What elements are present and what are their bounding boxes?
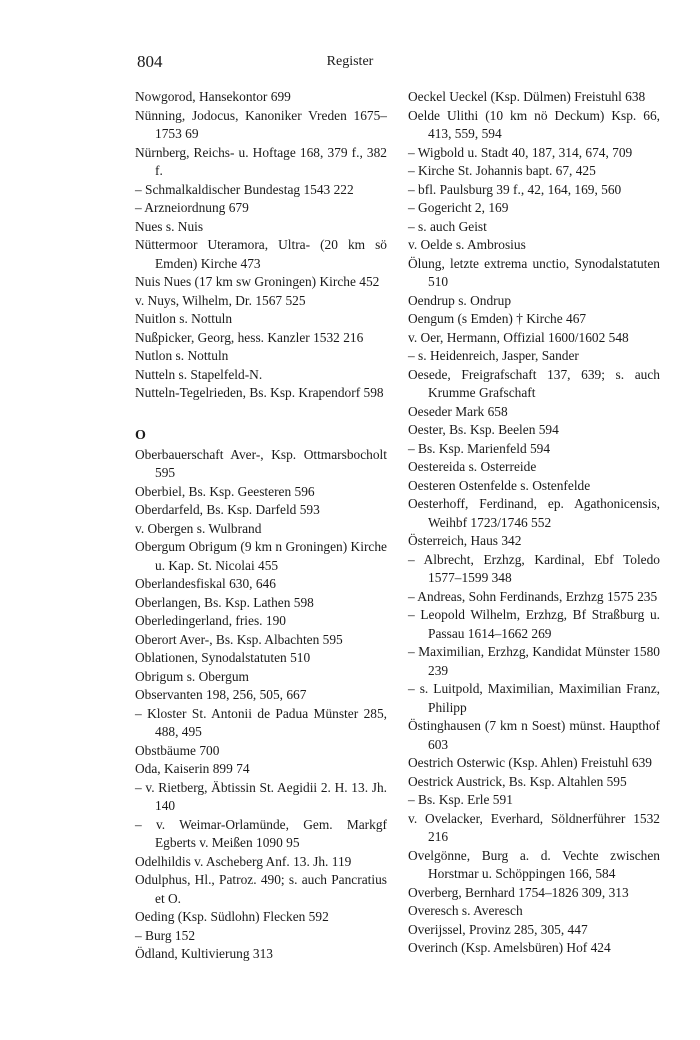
index-entry: v. Nuys, Wilhelm, Dr. 1567 525 xyxy=(135,292,306,308)
index-column-right xyxy=(408,88,660,958)
index-entry: Observanten 198, 256, 505, 667 xyxy=(135,687,307,702)
index-entry: Odelhildis v. Ascheberg Anf. 13. Jh. 119 xyxy=(135,853,352,869)
index-entry: – Albrecht, Erzhzg, Kardinal, Ebf Toledo 1577–1599 348 xyxy=(408,551,660,585)
index-entry: – s. Luitpold, Maximilian, Maximilian Franz, Philipp xyxy=(408,681,660,715)
index-entry: – bfl. Paulsburg 39 f., 42, 164, 169, 560 xyxy=(408,181,622,197)
index-entry: Oester, Bs. Ksp. Beelen 594 xyxy=(408,422,559,437)
index-entry: Nürnberg, Reichs- u. Hoftage 168, 379 f., 382 f. xyxy=(135,144,387,178)
index-entry: Overberg, Bernhard 1754–1826 309, 313 xyxy=(408,884,629,900)
running-head: Register xyxy=(326,54,374,69)
index-entry: Nutteln-Tegelrieden, Bs. Ksp. Krapendorf 598 xyxy=(135,385,384,400)
index-entry: v. Oer, Hermann, Offizial 1600/1602 548 xyxy=(408,329,629,345)
index-entry: – Bs. Ksp. Marienfeld 594 xyxy=(408,440,551,456)
index-entry: Nutlon s. Nottuln xyxy=(135,348,229,363)
index-entry: – Arzneiordnung 679 xyxy=(135,200,249,215)
index-entry: Ödland, Kultivierung 313 xyxy=(135,946,273,961)
index-entry: – Kloster St. Antonii de Padua Münster 285, 488, 495 xyxy=(135,705,387,739)
index-entry: Obstbäume 700 xyxy=(135,742,220,758)
index-entry: Oblationen, Synodalstatuten 510 xyxy=(135,650,311,665)
index-entry: Oeckel Ueckel (Ksp. Dülmen) Freistuhl 638 xyxy=(408,89,646,104)
index-entry: Oberledingerland, fries. 190 xyxy=(135,613,286,628)
index-entry: – Leopold Wilhelm, Erzhzg, Bf Straßburg u. Passau 1614–1662 269 xyxy=(408,607,660,641)
index-entry: Oestereida s. Osterreide xyxy=(408,459,537,474)
index-entry: Nuis Nues (17 km sw Groningen) Kirche 452 xyxy=(135,274,380,289)
index-entry: Oesede, Freigrafschaft 137, 639; s. auch Krumme Grafschaft xyxy=(408,366,660,400)
index-entry: Ovelgönne, Burg a. d. Vechte zwischen Horstmar u. Schöppingen 166, 584 xyxy=(408,847,660,881)
index-entry: Nußpicker, Georg, hess. Kanzler 1532 216 xyxy=(135,329,364,345)
index-entry: Nüttermoor Uteramora, Ultra- (20 km sö Emden) Kirche 473 xyxy=(135,237,387,271)
index-entry: Oberbauerschaft Aver-, Ksp. Ottmarsbocholt 595 xyxy=(135,446,387,480)
index-entry: Oeseder Mark 658 xyxy=(408,403,508,419)
index-entry: Österreich, Haus 342 xyxy=(408,533,522,548)
section-letter: O xyxy=(135,428,146,443)
index-entry: Oeding (Ksp. Südlohn) Flecken 592 xyxy=(135,909,329,924)
index-entry: – Burg 152 xyxy=(135,927,196,943)
index-entry: Oelde Ulithi (10 km nö Deckum) Ksp. 66, 413, 559, 594 xyxy=(408,107,660,141)
index-entry: – Maximilian, Erzhzg, Kandidat Münster 1580 239 xyxy=(408,644,660,678)
index-entry: – Gogericht 2, 169 xyxy=(408,200,509,215)
index-entry: Oberlangen, Bs. Ksp. Lathen 598 xyxy=(135,594,314,610)
index-entry: – Schmalkaldischer Bundestag 1543 222 xyxy=(135,181,354,197)
index-entry: Nuitlon s. Nottuln xyxy=(135,311,233,326)
index-entry: – Kirche St. Johannis bapt. 67, 425 xyxy=(408,163,596,178)
index-entry: – s. auch Geist xyxy=(408,218,487,234)
index-entry: Odulphus, Hl., Patroz. 490; s. auch Pancratius et O. xyxy=(135,872,387,906)
index-column-left xyxy=(135,88,387,964)
index-entry: Overijssel, Provinz 285, 305, 447 xyxy=(408,921,588,937)
index-entry: – s. Heidenreich, Jasper, Sander xyxy=(408,348,579,363)
index-entry: v. Oelde s. Ambrosius xyxy=(408,237,526,252)
index-entry: Overinch (Ksp. Amelsbüren) Hof 424 xyxy=(408,940,611,955)
index-entry: Oengum (s Emden) † Kirche 467 xyxy=(408,311,587,326)
index-entry: Oestrick Austrick, Bs. Ksp. Altahlen 595 xyxy=(408,773,627,789)
index-entry: Nutteln s. Stapelfeld-N. xyxy=(135,366,263,382)
index-entry: Oesteren Ostenfelde s. Ostenfelde xyxy=(408,477,591,493)
index-entry: – v. Weimar-Orlamünde, Gem. Markgf Egberts v. Meißen 1090 95 xyxy=(135,816,387,850)
index-entry: v. Obergen s. Wulbrand xyxy=(135,520,262,536)
index-entry: v. Ovelacker, Everhard, Söldnerführer 1532 216 xyxy=(408,810,660,844)
index-entry: Oda, Kaiserin 899 74 xyxy=(135,761,250,776)
index-entry: – Bs. Ksp. Erle 591 xyxy=(408,792,513,807)
page-number: 804 xyxy=(137,52,163,71)
index-entry: Obrigum s. Obergum xyxy=(135,668,249,684)
index-entry: Oberbiel, Bs. Ksp. Geesteren 596 xyxy=(135,483,315,499)
index-entry: Nowgorod, Hansekontor 699 xyxy=(135,89,291,104)
index-entry: Ölung, letzte extrema unctio, Synodalstatuten 510 xyxy=(408,255,660,289)
index-entry: Oberdarfeld, Bs. Ksp. Darfeld 593 xyxy=(135,502,320,517)
index-entry: Östinghausen (7 km n Soest) münst. Haupthof 603 xyxy=(408,718,660,752)
index-entry: Obergum Obrigum (9 km n Groningen) Kirche u. Kap. St. Nicolai 455 xyxy=(135,539,387,573)
index-entry: – v. Rietberg, Äbtissin St. Aegidii 2. H. 13. Jh. 140 xyxy=(135,779,387,813)
index-entry: Oestrich Osterwic (Ksp. Ahlen) Freistuhl 639 xyxy=(408,755,652,770)
index-entry: Oberlandesfiskal 630, 646 xyxy=(135,576,276,591)
index-entry: Oesterhoff, Ferdinand, ep. Agathonicensis, Weihbf 1723/1746 552 xyxy=(408,496,660,530)
index-entry: – Andreas, Sohn Ferdinands, Erzhzg 1575 235 xyxy=(408,588,658,604)
index-entry: Nues s. Nuis xyxy=(135,218,204,234)
index-entry: Oberort Aver-, Bs. Ksp. Albachten 595 xyxy=(135,631,343,647)
index-entry: Oendrup s. Ondrup xyxy=(408,292,512,308)
index-entry: – Wigbold u. Stadt 40, 187, 314, 674, 709 xyxy=(408,144,633,160)
index-entry: Nünning, Jodocus, Kanoniker Vreden 1675–1753 69 xyxy=(135,107,387,141)
index-entry: Overesch s. Averesch xyxy=(408,903,523,918)
